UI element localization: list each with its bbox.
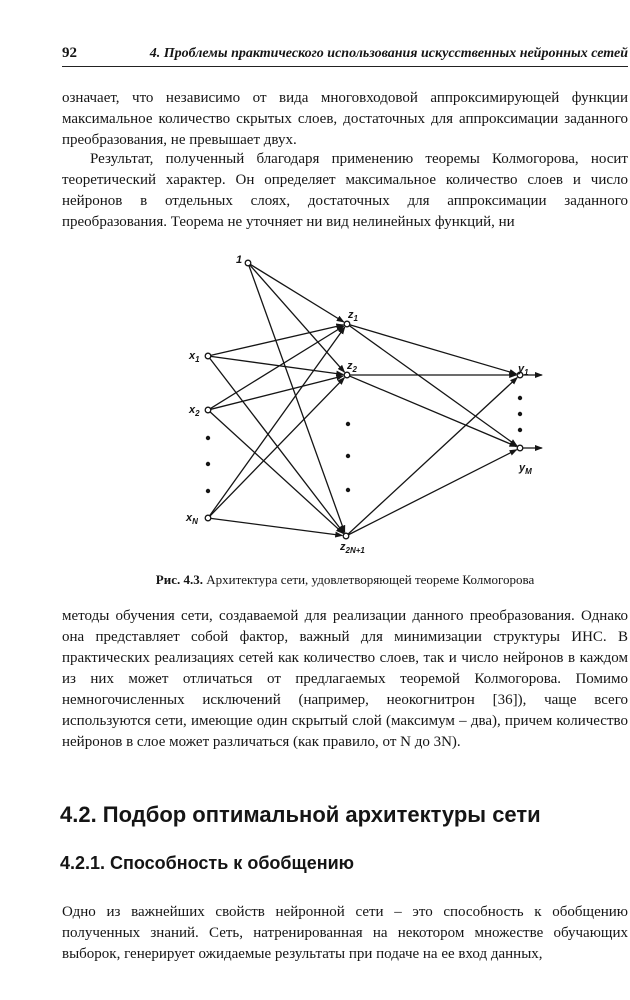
input-label-xn: $x_N$ [186, 512, 198, 526]
hidden-label-z2: $z_2$ [347, 360, 357, 374]
edge-xN-z2 [210, 378, 344, 516]
edge-x2-z1 [210, 326, 343, 409]
input-label-x1: $x_1$ [189, 350, 200, 364]
edge-x1-z1 [211, 325, 344, 356]
paragraph-3-text: методы обучения сети, создаваемой для реализации данного преобразования. Однако она представляет собой фактор, важный для минимизации структуры ИНС. В практических реализациях сетей как количество слоев, так и число нейронов в каждом из них может отличаться от предлагаемых теоремой Колмогорова. Помимо немногочисленных исключений (например, неокогнитрон [36]), чаще всего используются сети, имеющие один скрытый слой (максимум – два), причем количество нейронов в слое может различаться (как правило, от N до 3N). [62, 608, 628, 750]
ellipsis-dot [518, 428, 522, 432]
ellipsis-dot [206, 436, 210, 440]
caption-text: Архитектура сети, удовлетворяющей теореме Колмогорова [206, 572, 535, 587]
edge-zN-yM [348, 450, 516, 535]
edge-bias-z1 [250, 264, 343, 322]
edge-z1-yM [349, 326, 517, 446]
edge-zN-y1 [348, 378, 517, 535]
ellipsis-dot [346, 454, 350, 458]
running-title: 4. Проблемы практического использования искусственных нейронных сетей [149, 46, 628, 61]
hidden-label-z2n1: $z_{2N+1}$ [340, 541, 365, 555]
network-architecture-diagram [170, 248, 560, 563]
edge-xN-z1 [210, 327, 345, 516]
node-yM [517, 445, 523, 451]
edge-x1-zN [210, 358, 344, 533]
node-x1 [205, 353, 211, 359]
edge-z1-y1 [350, 325, 517, 374]
ellipsis-dot [206, 489, 210, 493]
paragraph-2 [62, 149, 628, 233]
node-bias [245, 260, 251, 266]
input-label-x2: $x_2$ [189, 404, 200, 418]
edge-bias-zN [249, 266, 345, 533]
node-z2 [344, 372, 350, 378]
hidden-label-z1: $z_1$ [348, 309, 358, 323]
ellipsis-dot [206, 462, 210, 466]
page-number: 92 [62, 45, 77, 61]
section-title: 4.2. Подбор оптимальной архитектуры сети [60, 802, 541, 827]
ellipsis-dot [518, 412, 522, 416]
subsection-title: 4.2.1. Способность к обобщению [60, 853, 355, 873]
edge-z2-yM [350, 376, 517, 446]
paragraph-4 [62, 902, 628, 965]
paragraph-3 [62, 606, 628, 753]
connection-lines [210, 264, 542, 535]
node-z1 [344, 321, 350, 327]
output-label-ym: $y_M$ [519, 462, 532, 476]
ellipsis-dot [518, 396, 522, 400]
paragraph-4-text: Одно из важнейших свойств нейронной сети – это способность к обобщению полученных знаний. Сеть, натренированная на некотором множестве обучающих выборок, генерирует ожидаемые результаты при подаче на ее вход данных, [62, 904, 628, 962]
paragraph-1-text: означает, что независимо от вида многовходовой аппроксимирующей функции максимальное количество скрытых слоев, достаточных для аппроксимации заданного преобразования, не превышает двух. [62, 90, 628, 148]
paragraph-1 [62, 88, 628, 151]
figure-caption [62, 572, 628, 588]
caption-label: Рис. 4.3. [155, 572, 203, 587]
node-xN [205, 515, 211, 521]
node-x2 [205, 407, 211, 413]
edge-bias-z2 [250, 265, 345, 372]
paragraph-2-text: Результат, полученный благодаря применению теоремы Колмогорова, носит теоретический характер. Он определяет максимальное количество слоев и число нейронов в отдельных слоях, достаточных для аппроксимации заданного преобразования. Теорема не уточняет ни вид нелинейных функций, ни [62, 151, 628, 230]
network-nodes [205, 260, 523, 539]
hidden-ellipsis [346, 422, 350, 492]
edge-x1-z2 [211, 356, 343, 374]
bias-label: 1 [236, 254, 243, 266]
output-ellipsis [518, 396, 522, 432]
running-header [62, 44, 628, 67]
ellipsis-dot [346, 488, 350, 492]
ellipsis-dot [346, 422, 350, 426]
node-zN [343, 533, 349, 539]
input-ellipsis [206, 436, 210, 493]
output-label-y1: $y_1$ [518, 363, 529, 377]
edge-xN-zN [211, 518, 342, 535]
edge-x2-z2 [211, 376, 344, 409]
